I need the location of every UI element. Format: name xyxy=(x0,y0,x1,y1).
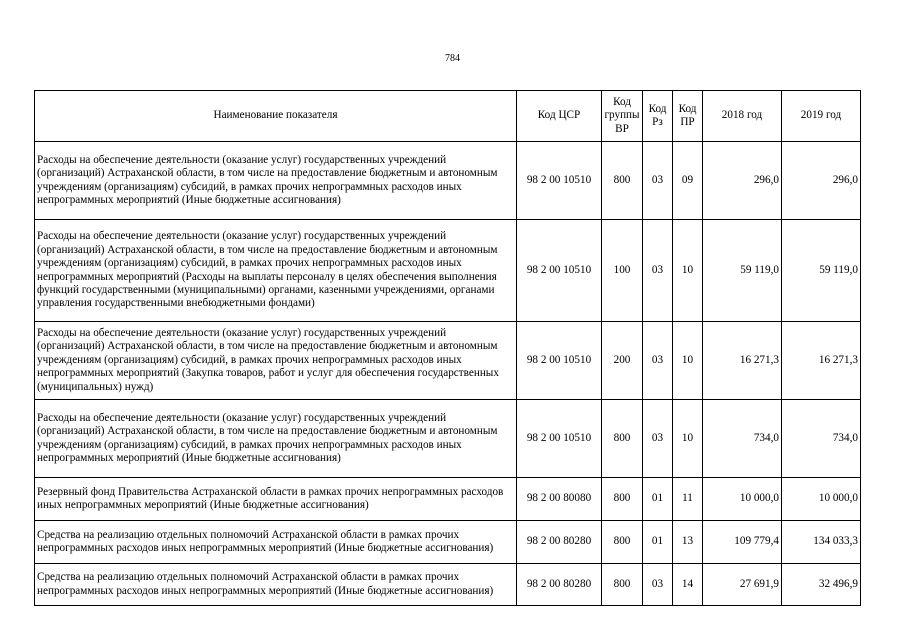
row-2019: 16 271,3 xyxy=(782,322,861,400)
row-pr: 09 xyxy=(673,142,703,220)
row-pr: 11 xyxy=(673,478,703,521)
row-csr: 98 2 00 10510 xyxy=(517,220,602,322)
row-2019: 10 000,0 xyxy=(782,478,861,521)
row-rz: 03 xyxy=(643,142,673,220)
row-name: Расходы на обеспечение деятельности (оказание услуг) государственных учреждений (организаций) Астраханской области, в том числе на предоставление бюджетным и автономным учреждениям (организациям) субсидий, в рамках прочих непрограммных расходов иных непрограммных мероприятий (Закупка товаров, работ и услуг для обеспечения государственных (муниципальных) нужд) xyxy=(35,322,517,400)
row-group: 800 xyxy=(602,521,643,564)
row-csr: 98 2 00 80280 xyxy=(517,521,602,564)
row-group: 800 xyxy=(602,400,643,478)
row-csr: 98 2 00 80280 xyxy=(517,564,602,606)
header-2019: 2019 год xyxy=(782,91,861,142)
table-row xyxy=(35,322,861,400)
row-group: 200 xyxy=(602,322,643,400)
row-pr: 14 xyxy=(673,564,703,606)
row-2018: 27 691,9 xyxy=(703,564,782,606)
row-pr: 10 xyxy=(673,220,703,322)
table-row xyxy=(35,400,861,478)
page-number: 784 xyxy=(445,53,460,64)
row-csr: 98 2 00 10510 xyxy=(517,142,602,220)
row-rz: 03 xyxy=(643,564,673,606)
table-header-row xyxy=(35,91,861,142)
row-2018: 10 000,0 xyxy=(703,478,782,521)
table-row xyxy=(35,142,861,220)
row-2019: 59 119,0 xyxy=(782,220,861,322)
row-name: Расходы на обеспечение деятельности (оказание услуг) государственных учреждений (организаций) Астраханской области, в том числе на предоставление бюджетным и автономным учреждениям (организациям) субсидий, в рамках прочих непрограммных расходов иных непрограммных мероприятий (Иные бюджетные ассигнования) xyxy=(35,142,517,220)
header-csr: Код ЦСР xyxy=(517,91,602,142)
row-name: Средства на реализацию отдельных полномочий Астраханской области в рамках прочих непрограммных расходов иных непрограммных мероприятий (Иные бюджетные ассигнования) xyxy=(35,521,517,564)
header-name: Наименование показателя xyxy=(35,91,517,142)
row-2019: 296,0 xyxy=(782,142,861,220)
row-pr: 10 xyxy=(673,400,703,478)
row-group: 800 xyxy=(602,142,643,220)
row-csr: 98 2 00 80080 xyxy=(517,478,602,521)
row-group: 800 xyxy=(602,478,643,521)
row-rz: 01 xyxy=(643,478,673,521)
row-group: 800 xyxy=(602,564,643,606)
header-pr: Код ПР xyxy=(673,91,703,142)
row-2018: 734,0 xyxy=(703,400,782,478)
table-row xyxy=(35,564,861,606)
row-2019: 32 496,9 xyxy=(782,564,861,606)
row-rz: 03 xyxy=(643,400,673,478)
row-2018: 59 119,0 xyxy=(703,220,782,322)
row-name: Средства на реализацию отдельных полномочий Астраханской области в рамках прочих непрограммных расходов иных непрограммных мероприятий (Иные бюджетные ассигнования) xyxy=(35,564,517,606)
row-2018: 109 779,4 xyxy=(703,521,782,564)
row-pr: 13 xyxy=(673,521,703,564)
header-group: Код группы ВР xyxy=(602,91,643,142)
row-csr: 98 2 00 10510 xyxy=(517,400,602,478)
row-2019: 734,0 xyxy=(782,400,861,478)
table-row xyxy=(35,521,861,564)
row-group: 100 xyxy=(602,220,643,322)
row-pr: 10 xyxy=(673,322,703,400)
table-row xyxy=(35,220,861,322)
row-rz: 03 xyxy=(643,220,673,322)
row-2018: 296,0 xyxy=(703,142,782,220)
row-2019: 134 033,3 xyxy=(782,521,861,564)
header-rz: Код Рз xyxy=(643,91,673,142)
row-name: Резервный фонд Правительства Астраханской области в рамках прочих непрограммных расходов иных непрограммных мероприятий (Иные бюджетные ассигнования) xyxy=(35,478,517,521)
header-2018: 2018 год xyxy=(703,91,782,142)
row-name: Расходы на обеспечение деятельности (оказание услуг) государственных учреждений (организаций) Астраханской области, в том числе на предоставление бюджетным и автономным учреждениям (организациям) субсидий, в рамках прочих непрограммных расходов иных непрограммных мероприятий (Расходы на выплаты персоналу в целях обеспечения выполнения функций государственными (муниципальными) органами, казенными учреждениями, органами управления государственными внебюджетными фондами) xyxy=(35,220,517,322)
row-rz: 01 xyxy=(643,521,673,564)
table-row xyxy=(35,478,861,521)
row-name: Расходы на обеспечение деятельности (оказание услуг) государственных учреждений (организаций) Астраханской области, в том числе на предоставление бюджетным и автономным учреждениям (организациям) субсидий, в рамках прочих непрограммных расходов иных непрограммных мероприятий (Иные бюджетные ассигнования) xyxy=(35,400,517,478)
row-2018: 16 271,3 xyxy=(703,322,782,400)
row-rz: 03 xyxy=(643,322,673,400)
budget-table xyxy=(34,90,861,606)
row-csr: 98 2 00 10510 xyxy=(517,322,602,400)
